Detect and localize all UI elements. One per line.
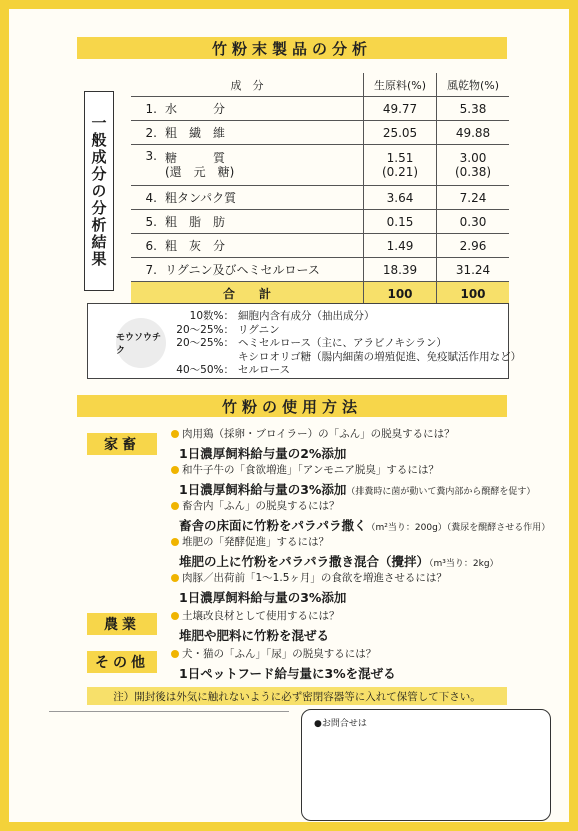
row-dry: 5.38: [437, 97, 510, 121]
row-raw: 18.39: [364, 258, 437, 282]
comp-text: リグニン: [238, 323, 280, 336]
category-label: 農業: [104, 617, 140, 633]
row-raw-sub: (0.21): [381, 165, 419, 179]
row-num: 7.: [131, 258, 161, 282]
usage-note: （m²当り：200g）（糞尿を醗酵させる作用）: [366, 523, 551, 533]
row-dry: 3.00: [459, 151, 487, 165]
row-name: 粗 脂 肪: [161, 210, 364, 234]
header-raw: 生原料(%): [364, 73, 437, 97]
row-dry: 0.30: [437, 210, 510, 234]
comp-pct: 40〜50%：: [176, 364, 234, 376]
row-raw: 1.49: [364, 234, 437, 258]
comp-pct: 20〜25%：: [176, 323, 234, 336]
composition-line: [176, 324, 521, 338]
row-name: 粗 繊 維: [161, 121, 364, 145]
badge-text: モウソウチク: [116, 333, 162, 356]
usage-item: [171, 608, 340, 644]
composition-line: [176, 364, 521, 378]
table-header-row: [131, 73, 509, 97]
category-other: [87, 651, 157, 673]
row-num: 4.: [131, 186, 161, 210]
row-dry: 2.96: [437, 234, 510, 258]
analysis-table: [131, 73, 509, 306]
row-dry: 7.24: [437, 186, 510, 210]
usage-item: [171, 426, 455, 462]
usage-note: （m³当り：2kg）: [429, 559, 499, 569]
composition-list: [176, 310, 521, 378]
usage-answer: 1日濃厚飼料給与量の3%添加: [179, 590, 347, 605]
header-dry: 風乾物(%): [437, 73, 510, 97]
row-name: 粗タンパク質: [161, 186, 364, 210]
table-row: [131, 186, 509, 210]
section-title-text: 竹粉の使用方法: [221, 397, 362, 416]
usage-item: [171, 570, 447, 606]
table-row: [131, 97, 509, 121]
comp-text: キシロオリゴ糖（腸内細菌の増殖促進、免疫賦活作用など）: [238, 350, 522, 363]
row-name-sub: (還 元 糖): [165, 165, 235, 179]
row-dry: 31.24: [437, 258, 510, 282]
row-name: 水 分: [161, 97, 364, 121]
table-row: [131, 258, 509, 282]
row-raw: 49.77: [364, 97, 437, 121]
composition-line: [176, 310, 521, 324]
section-title-usage: [77, 395, 507, 417]
composition-line: [176, 351, 521, 365]
usage-answer: 畜舎の床面に竹粉をパラパラ撒く: [179, 518, 367, 533]
row-name: 粗 灰 分: [161, 234, 364, 258]
usage-answer: 堆肥の上に竹粉をパラパラ撒き混合（攪拌）: [179, 554, 430, 569]
row-name: リグニン及びヘミセルロース: [161, 258, 364, 282]
row-dry: 49.88: [437, 121, 510, 145]
usage-answer: 1日濃厚飼料給与量の3%添加: [179, 482, 347, 497]
notice-text: 注）開封後は外気に触れないように必ず密閉容器等に入れて保管して下さい。: [113, 690, 481, 703]
row-raw: 25.05: [364, 121, 437, 145]
bamboo-badge: [116, 318, 166, 368]
total-raw: 100: [364, 282, 437, 306]
row-num: 3.: [131, 145, 161, 186]
row-raw: 3.64: [364, 186, 437, 210]
usage-item: [171, 498, 550, 534]
row-num: 5.: [131, 210, 161, 234]
composition-box: [87, 303, 522, 379]
usage-question: 犬・猫の「ふん」「尿」の脱臭するには？: [171, 646, 396, 661]
row-num: 1.: [131, 97, 161, 121]
usage-answer: 1日ペットフード給与量に3%を混ぜる: [179, 666, 396, 681]
usage-note: （排糞時に菌が動いて糞内部から醗酵を促す）: [346, 487, 536, 497]
total-label: 合 計: [131, 282, 364, 306]
category-agriculture: [87, 613, 157, 635]
comp-pct: 20〜25%：: [176, 337, 234, 349]
storage-notice: [87, 687, 507, 705]
side-label-text: 一般成分の分析結果: [89, 114, 108, 268]
usage-question: 堆肥の「発酵促進」するには？: [171, 534, 499, 549]
usage-question: 畜舎内「ふん」の脱臭するには？: [171, 498, 550, 513]
contact-box: [301, 709, 551, 821]
row-dry-sub: (0.38): [454, 165, 492, 179]
row-num: 2.: [131, 121, 161, 145]
usage-item: [171, 534, 499, 570]
usage-question: 土壌改良材として使用するには？: [171, 608, 340, 623]
category-label: 家畜: [104, 437, 140, 453]
row-num: 6.: [131, 234, 161, 258]
divider: [49, 711, 289, 712]
row-raw: 0.15: [364, 210, 437, 234]
table-total-row: [131, 282, 509, 306]
section-title-analysis: [77, 37, 507, 59]
comp-text: セルロース: [238, 364, 290, 376]
comp-text: 細胞内含有成分（抽出成分）: [238, 310, 375, 322]
usage-question: 肉豚／出荷前「1〜1.5ヶ月」の食欲を増進させるには？: [171, 570, 447, 585]
row-name: 糖 質: [165, 151, 226, 165]
composition-line: [176, 337, 521, 351]
header-component: 成 分: [131, 73, 364, 97]
usage-question: 肉用鶏（採卵・ブロイラー）の「ふん」の脱臭するには？: [171, 426, 455, 441]
table-row: [131, 121, 509, 145]
comp-pct: 10数%：: [189, 310, 234, 322]
contact-label: ●お問合せは: [314, 719, 367, 729]
total-dry: 100: [437, 282, 510, 306]
usage-item: [171, 646, 396, 682]
usage-answer: 堆肥や肥料に竹粉を混ぜる: [179, 628, 330, 643]
side-label: [84, 91, 114, 291]
category-livestock: [87, 433, 157, 455]
table-row: [131, 210, 509, 234]
row-raw: 1.51: [386, 151, 414, 165]
category-label: その他: [95, 655, 149, 671]
usage-question: 和牛子牛の「食欲増進」「アンモニア脱臭」するには？: [171, 462, 535, 477]
section-title-text: 竹粉末製品の分析: [211, 39, 372, 58]
comp-text: ヘミセルロース（主に、アラビノキシラン）: [238, 337, 447, 349]
usage-item: [171, 462, 535, 498]
table-row: [131, 234, 509, 258]
usage-answer: 1日濃厚飼料給与量の2%添加: [179, 446, 347, 461]
table-row: [131, 145, 509, 186]
